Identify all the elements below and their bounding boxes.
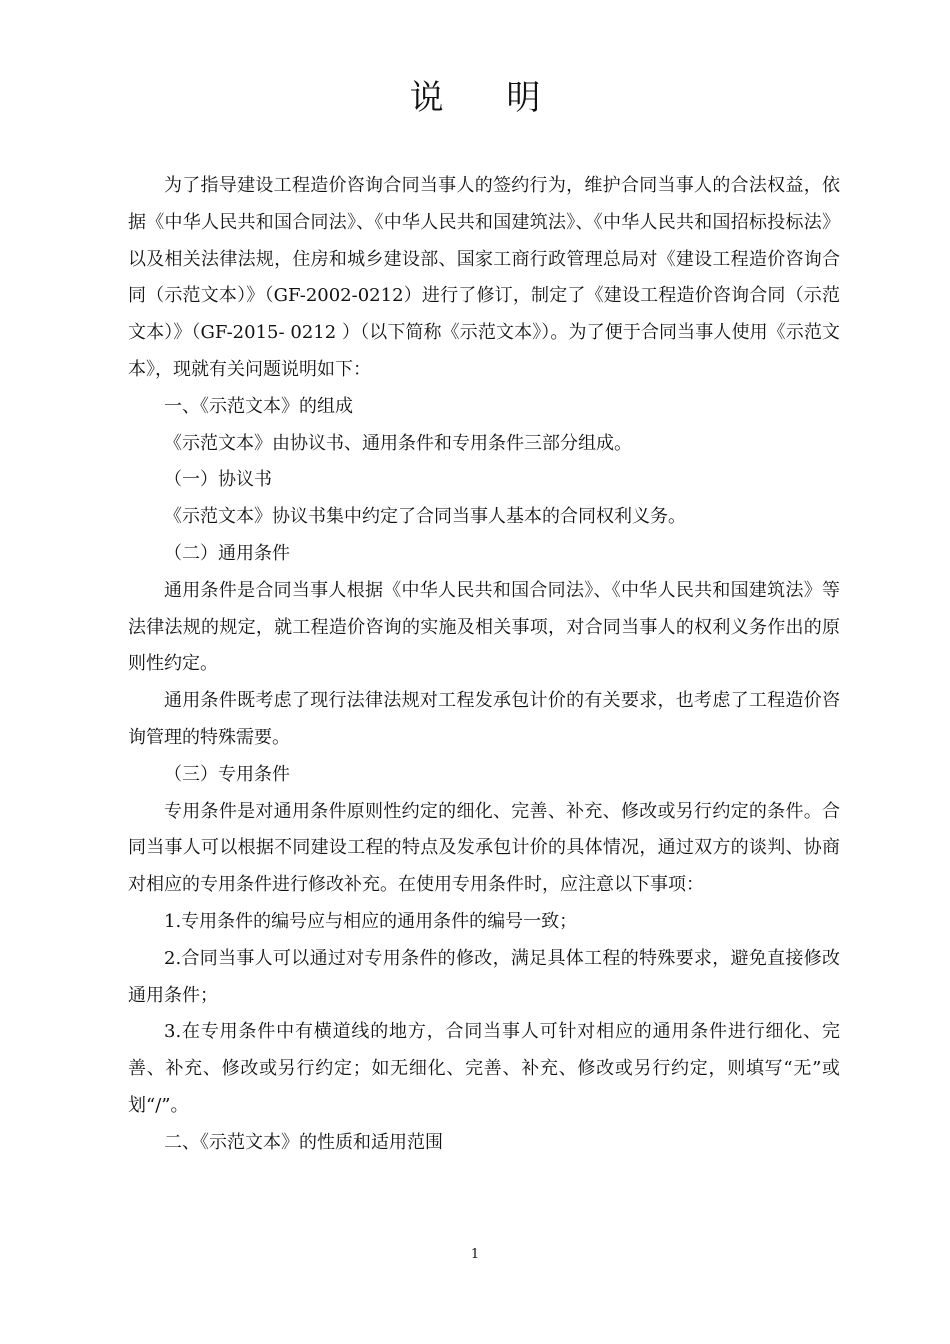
heading-agreement: （一）协议书	[164, 469, 272, 491]
paragraph-agreement: 《示范文本》协议书集中约定了合同当事人基本的合同权利义务。	[164, 506, 686, 528]
paragraph-intro: 为了指导建设工程造价咨询合同当事人的签约行为，维护合同当事人的合法权益，依据《中华人民共和国合同法》、《中华人民共和国建筑法》、《中华人民共和国招标投标法》以及相关法律法规，住房和城乡建设部、国家工商行政管理总局对《建设工程造价咨询合同（示范文本）》（GF-2002-0212）进行了修订，制定了《建设工程造价咨询合同（示范文本）》（GF-2015- 0212 ）（以下简称《示范文本》）。为了便于合同当事人使用《示范文本》，现就有关问题说明如下：	[128, 175, 840, 380]
heading-section-2: 二、《示范文本》的性质和适用范围	[164, 1131, 443, 1153]
paragraph-special-conditions: 专用条件是对通用条件原则性约定的细化、完善、补充、修改或另行约定的条件。合同当事人可以根据不同建设工程的特点及发承包计价的具体情况，通过双方的谈判、协商对相应的专用条件进行修改补充。在使用专用条件时，应注意以下事项：	[128, 800, 840, 896]
heading-general-conditions: （二）通用条件	[164, 542, 290, 564]
page-number: 1	[470, 1247, 480, 1262]
document-body	[128, 168, 840, 1162]
list-item-2: 2.合同当事人可以通过对专用条件的修改，满足具体工程的特殊要求，避免直接修改通用条件；	[128, 947, 840, 1006]
page-title: 说 明	[409, 78, 567, 118]
paragraph-general-conditions-1: 通用条件是合同当事人根据《中华人民共和国合同法》、《中华人民共和国建筑法》等法律法规的规定，就工程造价咨询的实施及相关事项，对合同当事人的权利义务作出的原则性约定。	[128, 579, 840, 675]
list-item-1: 1.专用条件的编号应与相应的通用条件的编号一致；	[164, 910, 578, 932]
list-item-3: 3.在专用条件中有横道线的地方，合同当事人可针对相应的通用条件进行细化、完善、补充、修改或另行约定；如无细化、完善、补充、修改或另行约定，则填写“无”或划“/”。	[128, 1021, 840, 1116]
paragraph-general-conditions-2: 通用条件既考虑了现行法律法规对工程发承包计价的有关要求，也考虑了工程造价咨询管理的特殊需要。	[128, 690, 840, 748]
heading-section-1: 一、《示范文本》的组成	[164, 395, 353, 417]
paragraph-composition: 《示范文本》由协议书、通用条件和专用条件三部分组成。	[164, 432, 632, 454]
heading-special-conditions: （三）专用条件	[164, 763, 290, 785]
